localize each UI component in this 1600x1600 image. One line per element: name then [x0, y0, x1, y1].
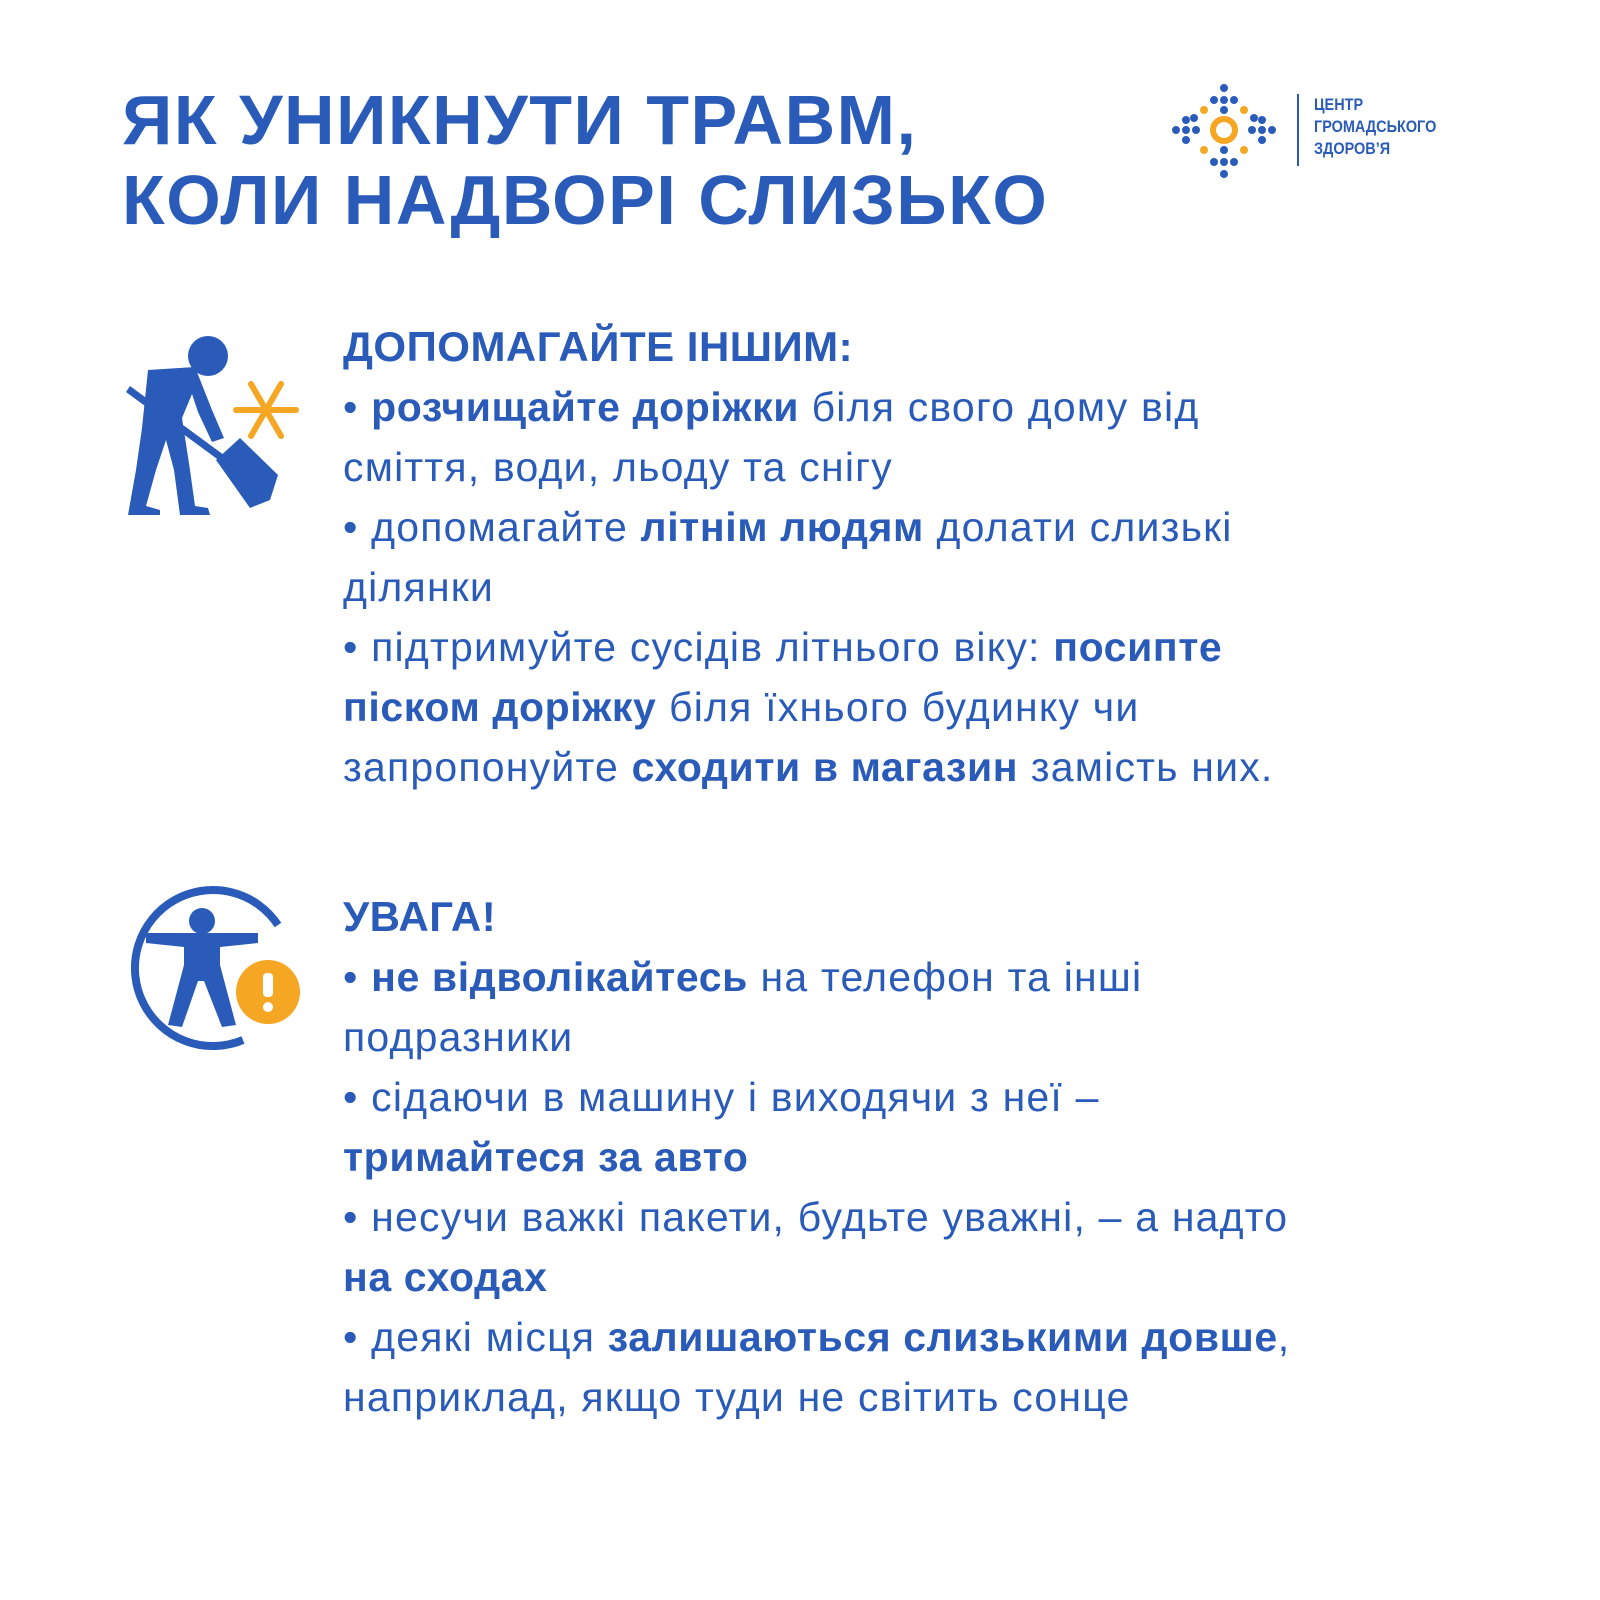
logo-line: ЦЕНТР	[1314, 95, 1364, 114]
logo-line: ЗДОРОВ’Я	[1314, 139, 1391, 158]
text-line	[343, 737, 1543, 797]
page-title	[122, 80, 1048, 240]
text-line	[343, 437, 1543, 497]
logo-dot	[1182, 116, 1190, 124]
text-line	[343, 1067, 1543, 1127]
emphasis-text: не відволікайтесь	[371, 954, 748, 1000]
logo-dot	[1200, 146, 1208, 154]
logo-dot	[1210, 158, 1218, 166]
bullet-list	[343, 377, 1543, 797]
logo-dot	[1258, 116, 1266, 124]
title-line: КОЛИ НАДВОРІ СЛИЗЬКО	[122, 161, 1049, 239]
text-line	[343, 1127, 1543, 1187]
logo-divider	[1297, 94, 1299, 166]
logo-dot	[1220, 146, 1228, 154]
person-shoveling-snow-icon	[120, 330, 310, 520]
logo-text	[1314, 94, 1436, 160]
body-text: • сідаючи в машину і виходячи з неї –	[343, 1074, 1100, 1120]
text-line	[343, 497, 1543, 557]
logo-dot	[1190, 114, 1198, 122]
text-line	[343, 1307, 1543, 1367]
body-text: на телефон та інші	[747, 954, 1143, 1000]
logo-dot	[1220, 158, 1228, 166]
text-line	[343, 557, 1543, 617]
logo-dot	[1240, 146, 1248, 154]
body-text: ,	[1277, 1314, 1291, 1360]
body-text: подразники	[343, 1014, 574, 1060]
body-text: ділянки	[343, 564, 495, 610]
text-line	[343, 947, 1543, 1007]
body-text: • допомагайте	[343, 504, 641, 550]
logo-dot	[1268, 126, 1276, 134]
logo-dot	[1182, 126, 1190, 134]
emphasis-text: розчищайте доріжки	[371, 384, 800, 430]
logo-line: ГРОМАДСЬКОГО	[1314, 117, 1437, 136]
body-text: сміття, води, льоду та снігу	[343, 444, 893, 490]
text-line	[343, 1367, 1543, 1427]
emphasis-text: сходити в магазин	[631, 744, 1019, 790]
logo-dot	[1210, 96, 1218, 104]
bullet-list	[343, 947, 1543, 1427]
logo-dots-icon	[1172, 80, 1282, 180]
logo-dot	[1258, 126, 1266, 134]
logo-dot	[1200, 106, 1208, 114]
logo-dot	[1240, 106, 1248, 114]
text-line	[343, 1247, 1543, 1307]
logo-dot	[1182, 136, 1190, 144]
logo-dot	[1220, 96, 1228, 104]
logo-dot	[1172, 126, 1180, 134]
emphasis-text: піском доріжку	[343, 684, 657, 730]
body-text: запропонуйте	[343, 744, 632, 790]
text-line	[343, 677, 1543, 737]
logo-dot	[1258, 136, 1266, 144]
logo-dot	[1230, 96, 1238, 104]
text-line	[343, 377, 1543, 437]
person-warning-icon	[118, 885, 308, 1060]
body-text: долати слизькі	[923, 504, 1233, 550]
emphasis-text: посипте	[1053, 624, 1223, 670]
attention-section	[343, 887, 1543, 1427]
emphasis-text: залишаються слизькими довше	[607, 1314, 1278, 1360]
body-text: біля їхнього будинку чи	[656, 684, 1140, 730]
logo-dot	[1230, 158, 1238, 166]
section-heading: ДОПОМАГАЙТЕ ІНШИМ:	[343, 323, 854, 370]
title-line: ЯК УНИКНУТИ ТРАВМ,	[122, 81, 918, 159]
logo-dot	[1248, 126, 1256, 134]
logo-dot	[1220, 170, 1228, 178]
logo-dot	[1220, 106, 1228, 114]
text-line	[343, 1007, 1543, 1067]
logo-ring	[1213, 119, 1235, 141]
emphasis-text: літнім людям	[640, 504, 924, 550]
emphasis-text: на сходах	[343, 1254, 548, 1300]
body-text: •	[343, 384, 372, 430]
logo-dot	[1250, 114, 1258, 122]
emphasis-text: тримайтеся за авто	[343, 1134, 749, 1180]
body-text: біля свого дому від	[799, 384, 1200, 430]
body-text: • несучи важкі пакети, будьте уважні, – а надто	[343, 1194, 1289, 1240]
logo-dot	[1192, 126, 1200, 134]
public-health-center-logo	[1172, 80, 1472, 180]
body-text: наприклад, якщо туди не світить сонце	[343, 1374, 1131, 1420]
help-others-section	[343, 317, 1543, 797]
text-line	[343, 1187, 1543, 1247]
body-text: • деякі місця	[343, 1314, 608, 1360]
text-line	[343, 617, 1543, 677]
body-text: замість них.	[1018, 744, 1274, 790]
body-text: •	[343, 954, 372, 1000]
logo-dot	[1220, 84, 1228, 92]
section-heading: УВАГА!	[343, 893, 497, 940]
body-text: • підтримуйте сусідів літнього віку:	[343, 624, 1054, 670]
